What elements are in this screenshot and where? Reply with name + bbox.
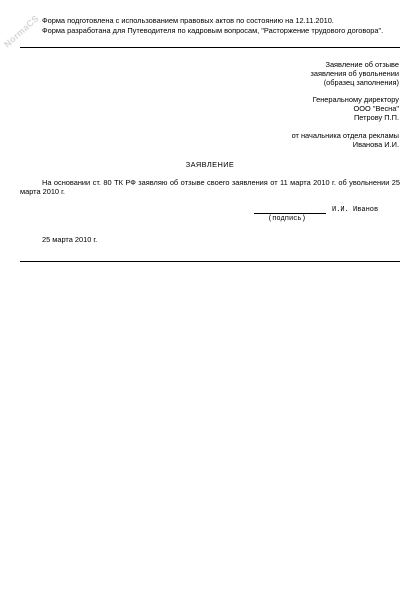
addressee-position: Генеральному директору bbox=[312, 95, 399, 104]
addressee-block bbox=[313, 95, 399, 122]
sample-note-block bbox=[310, 60, 399, 87]
signature-caption: (подпись) bbox=[268, 215, 306, 223]
sender-position: от начальника отдела рекламы bbox=[291, 131, 399, 140]
top-divider bbox=[20, 47, 400, 48]
signatory-name: И.И. Иванов bbox=[332, 206, 379, 214]
signature-line bbox=[254, 213, 326, 214]
document-title: ЗАЯВЛЕНИЕ bbox=[185, 160, 235, 169]
bottom-divider bbox=[20, 261, 400, 262]
form-purpose-note: Форма разработана для Путеводителя по кадровым вопросам, "Расторжение трудового договора". bbox=[42, 26, 384, 35]
sample-note-line-1: Заявление об отзыве bbox=[325, 60, 399, 69]
addressee-company: ООО "Весна" bbox=[353, 104, 399, 113]
sender-name: Иванова И.И. bbox=[352, 140, 399, 149]
sample-note-line-3: (образец заполнения) bbox=[323, 78, 399, 87]
watermark-text: NormaCS bbox=[2, 13, 41, 50]
sample-note-line-2: заявления об увольнении bbox=[310, 69, 399, 78]
statement-body: На основании ст. 80 ТК РФ заявляю об отзыве своего заявления от 11 марта 2010 г. об увольнении 25 марта 2010 г. bbox=[20, 178, 400, 196]
addressee-name: Петрову П.П. bbox=[353, 113, 399, 122]
document-date: 25 марта 2010 г. bbox=[42, 235, 98, 244]
form-header-notes bbox=[42, 16, 400, 36]
sender-block bbox=[292, 131, 399, 149]
form-prepared-note: Форма подготовлена с использованием правовых актов по состоянию на 12.11.2010. bbox=[42, 16, 334, 25]
